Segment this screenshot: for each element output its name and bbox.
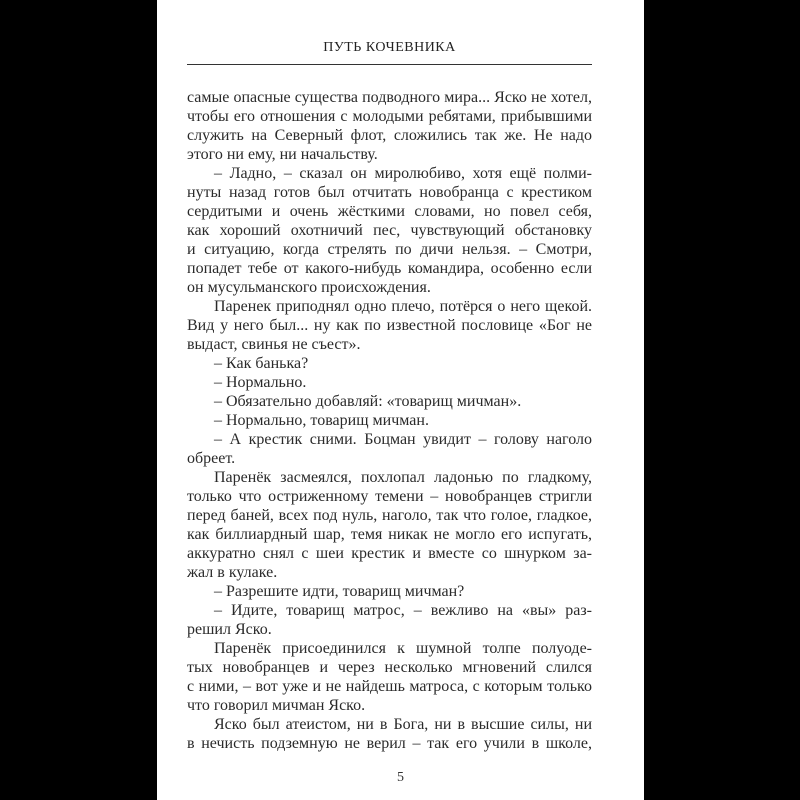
- text-line: – А крестик сними. Боцман увидит – голову наголо: [214, 431, 592, 448]
- text-line: – Нормально.: [214, 374, 307, 391]
- text-line: чтобы его отношения с молодыми ребятами, прибывшими: [187, 108, 592, 125]
- text-line: с ними, – вот уже и не найдешь матроса, с которым только: [187, 678, 592, 695]
- text-line: тых новобранцев и через несколько мгновений слился: [187, 659, 592, 676]
- text-line: служить на Северный флот, сложились так же. Не надо: [187, 127, 592, 144]
- text-line: Яско был атеистом, ни в Бога, ни в высшие силы, ни: [214, 716, 592, 733]
- text-line: – Ладно, – сказал он миролюбиво, хотя ещё полми-: [214, 165, 592, 182]
- text-line: как хороший охотничий пес, чувствующий обстановку: [187, 222, 592, 239]
- page-body-text: [187, 88, 592, 753]
- text-line: обреет.: [187, 450, 236, 467]
- book-page: [157, 0, 644, 800]
- text-line: сердитыми и очень жёсткими словами, но повел себя,: [187, 203, 592, 220]
- text-line: жал в кулаке.: [187, 564, 278, 581]
- text-line: самые опасные существа подводного мира... Яско не хотел,: [187, 89, 592, 106]
- text-line: – Разрешите идти, товарищ мичман?: [214, 583, 465, 600]
- page-number: 5: [397, 770, 404, 785]
- text-line: – Обязательно добавляй: «товарищ мичман».: [214, 393, 522, 410]
- text-line: попадет тебе от какого-нибудь командира, особенно если: [187, 260, 592, 277]
- text-line: – Нормально, товарищ мичман.: [214, 412, 429, 429]
- text-line: в нечисть подземную не верил – так его учили в школе,: [187, 735, 592, 752]
- text-line: что говорил мичман Яско.: [187, 697, 366, 714]
- header-rule: [187, 64, 592, 65]
- text-line: – Идите, товарищ матрос, – вежливо на «вы» раз-: [214, 602, 592, 619]
- text-line: выдаст, свинья не съест».: [187, 336, 361, 353]
- text-line: – Как банька?: [214, 355, 309, 372]
- text-line: как биллиардный шар, темя никак не могло его испугать,: [187, 526, 592, 543]
- text-line: этого ни ему, ни начальству.: [187, 146, 378, 163]
- text-line: он мусульманского происхождения.: [187, 279, 431, 296]
- text-line: только что остриженному темени – новобранцев стригли: [187, 488, 592, 505]
- text-line: Паренек приподнял одно плечо, потёрся о него щекой.: [214, 298, 592, 315]
- text-line: Вид у него был... ну как по известной пословице «Бог не: [187, 317, 592, 334]
- text-line: и ситуацию, когда стрелять по дичи нельзя. – Смотри,: [187, 241, 592, 258]
- text-line: нуты назад готов был отчитать новобранца с крестиком: [187, 184, 592, 201]
- text-line: перед баней, всех под нуль, наголо, так что голое, гладкое,: [187, 507, 592, 524]
- text-line: решил Яско.: [187, 621, 272, 638]
- text-line: Паренёк присоединился к шумной толпе полуоде-: [214, 640, 592, 657]
- text-line: Паренёк засмеялся, похлопал ладонью по гладкому,: [214, 469, 592, 486]
- text-line: аккуратно снял с шеи крестик и вместе со шнурком за-: [187, 545, 592, 562]
- running-header: ПУТЬ КОЧЕВНИКА: [323, 40, 456, 55]
